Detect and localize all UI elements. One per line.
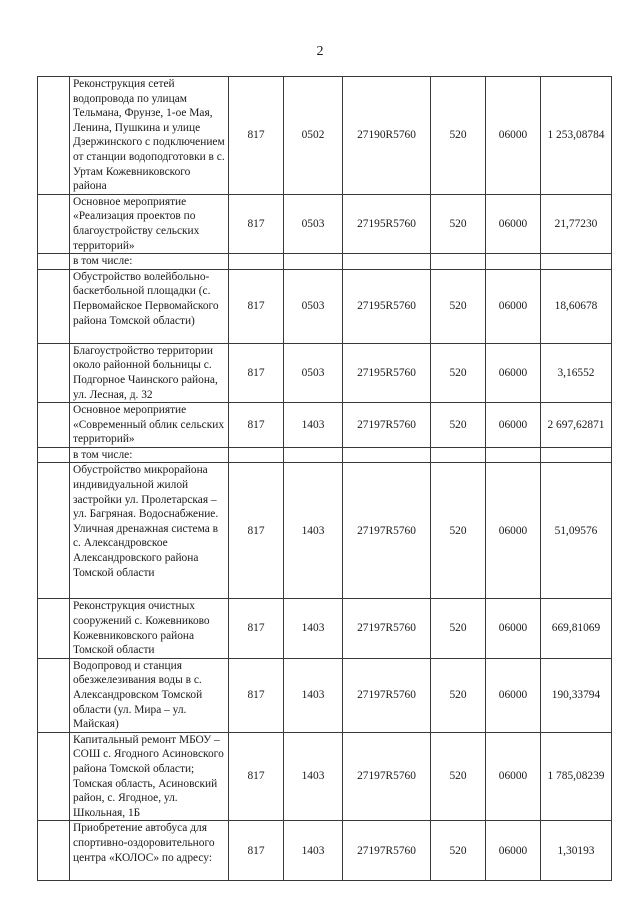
target-article-cell [343, 447, 431, 463]
amount-cell: 1,30193 [541, 821, 612, 881]
amount-cell: 1 785,08239 [541, 732, 612, 821]
row-number-cell [38, 403, 70, 448]
page-number: 2 [316, 44, 324, 59]
additional-code-cell [486, 447, 541, 463]
item-name-cell: Обустройство микрорайона индивидуальной жилой застройки ул. Пролетарская – ул. Багряная. Водоснабжение. Уличная дренажная система в с. Александровское Александровского района Томской области [70, 463, 229, 599]
target-article-cell: 27197R5760 [343, 658, 431, 732]
row-number-cell [38, 447, 70, 463]
section-code-cell: 1403 [284, 599, 343, 658]
item-name-cell: Реконструкция очистных сооружений с. Кожевниково Кожевниковского района Томской области [70, 599, 229, 658]
table-row [38, 447, 612, 463]
row-number-cell [38, 732, 70, 821]
section-code-cell: 1403 [284, 463, 343, 599]
table-row [38, 463, 612, 599]
target-article-cell: 27190R5760 [343, 77, 431, 195]
ministry-code-cell: 817 [229, 821, 284, 881]
target-article-cell: 27195R5760 [343, 343, 431, 402]
target-article-cell [343, 254, 431, 270]
additional-code-cell [486, 254, 541, 270]
item-name-cell: Реконструкция сетей водопровода по улицам Тельмана, Фрунзе, 1-ое Мая, Ленина, Пушкина и улице Дзержинского с подключением от станции водоподготовки в с. Уртам Кожевниковского района [70, 77, 229, 195]
additional-code-cell: 06000 [486, 194, 541, 253]
additional-code-cell: 06000 [486, 732, 541, 821]
amount-cell: 18,60678 [541, 269, 612, 343]
amount-cell [541, 447, 612, 463]
ministry-code-cell [229, 447, 284, 463]
table-row [38, 658, 612, 732]
amount-cell: 190,33794 [541, 658, 612, 732]
table-row [38, 77, 612, 195]
budget-table [37, 76, 612, 881]
table-row [38, 403, 612, 448]
expense-type-cell: 520 [431, 403, 486, 448]
ministry-code-cell: 817 [229, 343, 284, 402]
target-article-cell: 27197R5760 [343, 732, 431, 821]
amount-cell: 51,09576 [541, 463, 612, 599]
additional-code-cell: 06000 [486, 658, 541, 732]
table-row [38, 599, 612, 658]
expense-type-cell: 520 [431, 821, 486, 881]
section-code-cell [284, 254, 343, 270]
section-code-cell: 0503 [284, 343, 343, 402]
amount-cell: 3,16552 [541, 343, 612, 402]
expense-type-cell [431, 254, 486, 270]
additional-code-cell: 06000 [486, 343, 541, 402]
ministry-code-cell: 817 [229, 732, 284, 821]
expense-type-cell [431, 447, 486, 463]
item-name-cell: Капитальный ремонт МБОУ – СОШ с. Ягодного Асиновского района Томской области; Томская область, Асиновский район, с. Ягодное, ул. Школьная, 1Б [70, 732, 229, 821]
section-code-cell: 0503 [284, 269, 343, 343]
expense-type-cell: 520 [431, 194, 486, 253]
item-name-cell: Основное мероприятие «Современный облик сельских территорий» [70, 403, 229, 448]
table-row [38, 732, 612, 821]
row-number-cell [38, 77, 70, 195]
ministry-code-cell: 817 [229, 403, 284, 448]
row-number-cell [38, 599, 70, 658]
target-article-cell: 27195R5760 [343, 194, 431, 253]
ministry-code-cell: 817 [229, 269, 284, 343]
section-code-cell [284, 447, 343, 463]
row-number-cell [38, 254, 70, 270]
row-number-cell [38, 658, 70, 732]
amount-cell: 669,81069 [541, 599, 612, 658]
expense-type-cell: 520 [431, 463, 486, 599]
amount-cell: 2 697,62871 [541, 403, 612, 448]
section-code-cell: 1403 [284, 658, 343, 732]
expense-type-cell: 520 [431, 269, 486, 343]
additional-code-cell: 06000 [486, 599, 541, 658]
target-article-cell: 27197R5760 [343, 403, 431, 448]
item-name-cell: Обустройство волейбольно-баскетбольной площадки (с. Первомайское Первомайского района Томской области) [70, 269, 229, 343]
additional-code-cell: 06000 [486, 821, 541, 881]
amount-cell [541, 254, 612, 270]
amount-cell: 1 253,08784 [541, 77, 612, 195]
item-name-cell: Водопровод и станция обезжелезивания воды в с. Александровском Томской области (ул. Мира – ул. Майская) [70, 658, 229, 732]
amount-cell: 21,77230 [541, 194, 612, 253]
row-number-cell [38, 269, 70, 343]
target-article-cell: 27197R5760 [343, 463, 431, 599]
additional-code-cell: 06000 [486, 77, 541, 195]
ministry-code-cell: 817 [229, 194, 284, 253]
item-name-cell: Благоустройство территории около районной больницы с. Подгорное Чаинского района, ул. Лесная, д. 32 [70, 343, 229, 402]
table-row [38, 194, 612, 253]
ministry-code-cell [229, 254, 284, 270]
table-row [38, 254, 612, 270]
section-code-cell: 1403 [284, 403, 343, 448]
item-name-cell: в том числе: [70, 447, 229, 463]
table-row [38, 821, 612, 881]
table-row [38, 269, 612, 343]
table-row [38, 343, 612, 402]
expense-type-cell: 520 [431, 599, 486, 658]
section-code-cell: 1403 [284, 732, 343, 821]
section-code-cell: 1403 [284, 821, 343, 881]
section-code-cell: 0502 [284, 77, 343, 195]
row-number-cell [38, 194, 70, 253]
row-number-cell [38, 821, 70, 881]
ministry-code-cell: 817 [229, 77, 284, 195]
expense-type-cell: 520 [431, 77, 486, 195]
additional-code-cell: 06000 [486, 463, 541, 599]
item-name-cell: Приобретение автобуса для спортивно-оздоровительного центра «КОЛОС» по адресу: [70, 821, 229, 881]
row-number-cell [38, 463, 70, 599]
additional-code-cell: 06000 [486, 269, 541, 343]
item-name-cell: Основное мероприятие «Реализация проектов по благоустройству сельских территорий» [70, 194, 229, 253]
target-article-cell: 27197R5760 [343, 821, 431, 881]
expense-type-cell: 520 [431, 343, 486, 402]
target-article-cell: 27197R5760 [343, 599, 431, 658]
item-name-cell: в том числе: [70, 254, 229, 270]
target-article-cell: 27195R5760 [343, 269, 431, 343]
ministry-code-cell: 817 [229, 658, 284, 732]
section-code-cell: 0503 [284, 194, 343, 253]
expense-type-cell: 520 [431, 732, 486, 821]
ministry-code-cell: 817 [229, 463, 284, 599]
additional-code-cell: 06000 [486, 403, 541, 448]
row-number-cell [38, 343, 70, 402]
expense-type-cell: 520 [431, 658, 486, 732]
ministry-code-cell: 817 [229, 599, 284, 658]
